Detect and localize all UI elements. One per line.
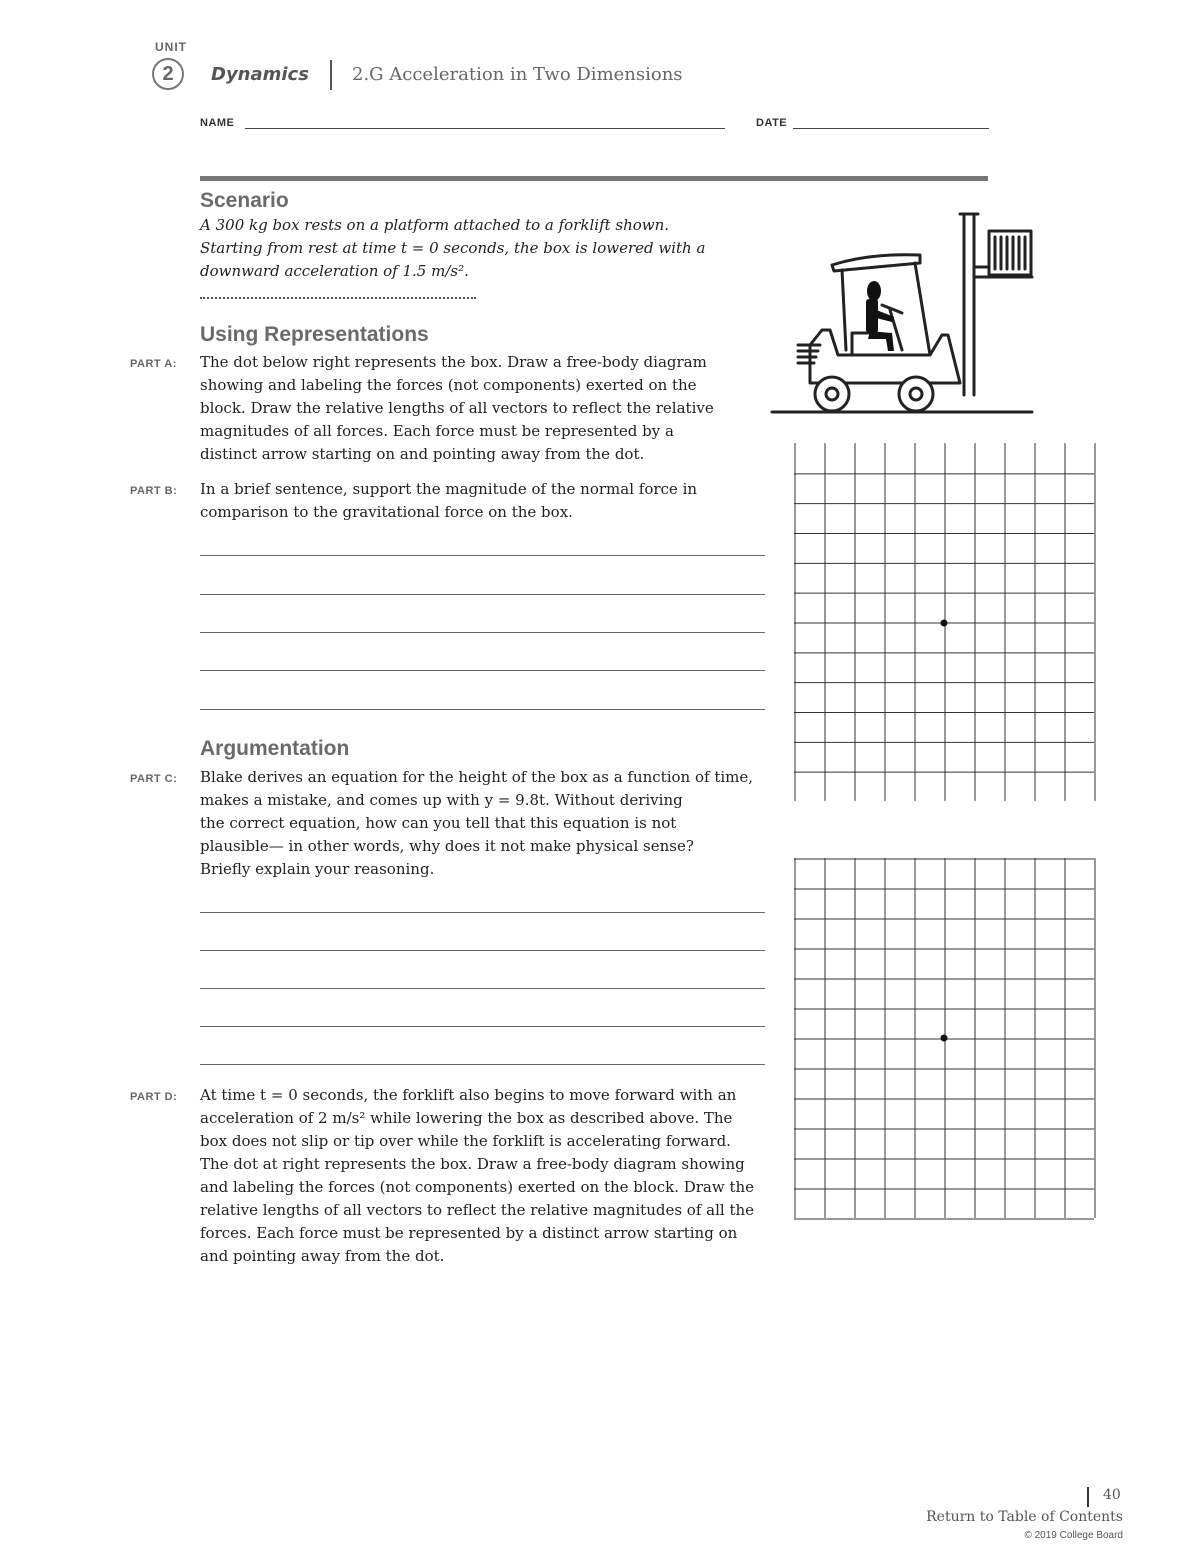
unit-title: Dynamics: [211, 64, 309, 85]
date-label: DATE: [756, 117, 788, 129]
part-b-text: [200, 478, 760, 524]
header-rule: [200, 176, 988, 181]
footer-divider: [1087, 1487, 1089, 1507]
part-b-line: In a brief sentence, support the magnitude of the normal force in: [200, 480, 698, 498]
scenario-line-3: downward acceleration of 1.5 m/s².: [200, 262, 469, 280]
argumentation-heading: Argumentation: [200, 737, 350, 760]
answer-line-b1[interactable]: [200, 555, 765, 556]
part-b-line: comparison to the gravitational force on the box.: [200, 503, 573, 521]
box-dot: [941, 620, 948, 627]
part-a-line: The dot below right represents the box. Draw a free-body diagram: [200, 353, 707, 371]
scenario-text: [200, 214, 740, 283]
scenario-dotted-divider: [200, 297, 476, 299]
using-representations-heading: Using Representations: [200, 323, 429, 346]
lesson-title: 2.G Acceleration in Two Dimensions: [352, 64, 683, 85]
part-a-text: [200, 351, 760, 466]
answer-line-b5[interactable]: [200, 709, 765, 710]
answer-line-c5[interactable]: [200, 1064, 765, 1065]
part-d-label: PART D:: [130, 1091, 178, 1103]
part-d-text: [200, 1084, 770, 1268]
copyright: © 2019 College Board: [1024, 1530, 1123, 1541]
part-a-line: block. Draw the relative lengths of all vectors to reflect the relative: [200, 399, 714, 417]
part-a-line: showing and labeling the forces (not components) exerted on the: [200, 376, 697, 394]
free-body-grid-part-a[interactable]: [794, 443, 1096, 803]
part-a-label: PART A:: [130, 358, 177, 370]
scenario-line-1: A 300 kg box rests on a platform attached to a forklift shown.: [200, 216, 670, 234]
name-label: NAME: [200, 117, 235, 129]
answer-line-c1[interactable]: [200, 912, 765, 913]
forklift-icon: [770, 205, 1035, 420]
free-body-grid-part-d[interactable]: [794, 858, 1096, 1220]
answer-line-b3[interactable]: [200, 632, 765, 633]
answer-line-c2[interactable]: [200, 950, 765, 951]
page-number: 40: [1103, 1487, 1121, 1503]
part-c-label: PART C:: [130, 773, 178, 785]
unit-number-badge: [152, 58, 184, 90]
part-d-line: forces. Each force must be represented by a distinct arrow starting on: [200, 1224, 738, 1242]
box-dot: [941, 1035, 948, 1042]
part-d-line: At time t = 0 seconds, the forklift also begins to move forward with an: [200, 1086, 737, 1104]
header-divider: [330, 60, 332, 90]
answer-line-c3[interactable]: [200, 988, 765, 989]
part-d-line: acceleration of 2 m/s² while lowering the box as described above. The: [200, 1109, 733, 1127]
scenario-heading: Scenario: [200, 189, 289, 212]
part-c-line: makes a mistake, and comes up with y = 9.8t. Without deriving: [200, 791, 683, 809]
part-a-line: distinct arrow starting on and pointing away from the dot.: [200, 445, 645, 463]
part-a-line: magnitudes of all forces. Each force must be represented by a: [200, 422, 674, 440]
part-c-text: [200, 766, 770, 881]
answer-line-c4[interactable]: [200, 1026, 765, 1027]
part-d-line: relative lengths of all vectors to reflect the relative magnitudes of all the: [200, 1201, 755, 1219]
part-c-line: plausible— in other words, why does it not make physical sense?: [200, 837, 694, 855]
part-c-line: Briefly explain your reasoning.: [200, 860, 435, 878]
part-b-label: PART B:: [130, 485, 178, 497]
part-c-line: the correct equation, how can you tell that this equation is not: [200, 814, 677, 832]
part-d-line: The dot at right represents the box. Draw a free-body diagram showing: [200, 1155, 745, 1173]
answer-line-b4[interactable]: [200, 670, 765, 671]
scenario-line-2: Starting from rest at time t = 0 seconds, the box is lowered with a: [200, 239, 706, 257]
table-of-contents-link[interactable]: Return to Table of Contents: [926, 1509, 1123, 1525]
unit-label: UNIT: [155, 40, 187, 54]
part-d-line: and labeling the forces (not components) exerted on the block. Draw the: [200, 1178, 755, 1196]
date-field[interactable]: [793, 128, 989, 129]
unit-number: 2: [162, 62, 174, 85]
answer-line-b2[interactable]: [200, 594, 765, 595]
part-d-line: box does not slip or tip over while the forklift is accelerating forward.: [200, 1132, 731, 1150]
part-c-line: Blake derives an equation for the height of the box as a function of time,: [200, 768, 754, 786]
name-field[interactable]: [245, 128, 725, 129]
part-d-line: and pointing away from the dot.: [200, 1247, 445, 1265]
